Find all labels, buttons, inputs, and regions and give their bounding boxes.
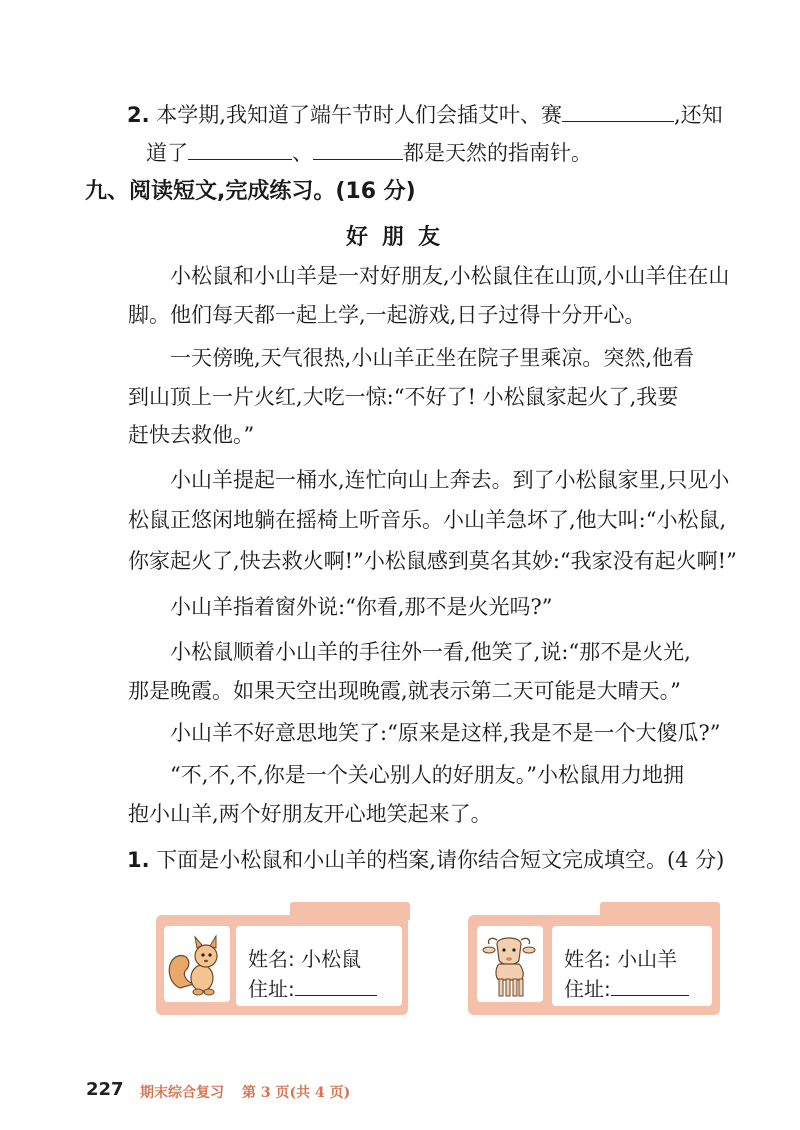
footer-review-label: 期末综合复习 <box>140 1085 224 1101</box>
passage-line: 一天傍晚,天气很热,小山羊正坐在院子里乘凉。突然,他看 <box>170 346 695 370</box>
passage-line: 抱小山羊,两个好朋友开心地笑起来了。 <box>128 802 492 826</box>
q2-blank-2[interactable] <box>188 139 292 160</box>
goat-image <box>477 926 543 1002</box>
goat-address-blank[interactable] <box>611 977 689 996</box>
q1-text: 下面是小松鼠和小山羊的档案,请你结合短文完成填空。(4 分) <box>156 848 725 872</box>
squirrel-address-blank[interactable] <box>295 977 377 996</box>
page-number: 227 <box>86 1079 124 1100</box>
passage-line: 到山顶上一片火红,大吃一惊:“不好了! 小松鼠家起火了,我要 <box>128 385 679 409</box>
passage-line: 小山羊提起一桶水,连忙向山上奔去。到了小松鼠家里,只见小 <box>170 468 730 492</box>
q2-text-2-end: 都是天然的指南针。 <box>403 141 592 165</box>
passage-line: 松鼠正悠闲地躺在摇椅上听音乐。小山羊急坏了,他大叫:“小松鼠, <box>128 508 727 532</box>
goat-icon <box>477 926 543 1002</box>
q1-number: 1. <box>127 848 150 872</box>
passage-title: 好朋友 <box>345 225 454 250</box>
footer-page-info: 第 3 页(共 4 页) <box>242 1085 351 1101</box>
q2-blank-1[interactable] <box>562 101 674 122</box>
squirrel-icon <box>164 926 230 1002</box>
q2-sep: 、 <box>292 141 313 165</box>
squirrel-address-label: 住址: <box>248 977 295 1001</box>
q2-blank-3[interactable] <box>313 139 403 160</box>
passage-line: 小松鼠和小山羊是一对好朋友,小松鼠住在山顶,小山羊住在山 <box>170 264 730 288</box>
squirrel-image <box>164 926 230 1002</box>
q2-text-1-end: ,还知 <box>673 103 723 127</box>
passage-line: “不,不,不,你是一个关心别人的好朋友。”小松鼠用力地拥 <box>170 763 684 787</box>
passage-line: 脚。他们每天都一起上学,一起游戏,日子过得十分开心。 <box>128 303 646 327</box>
footer-label <box>140 1082 368 1102</box>
passage-line: 小山羊指着窗外说:“你看,那不是火光吗?” <box>170 595 553 619</box>
q2-text-2-start: 道了 <box>146 141 188 165</box>
passage-line: 你家起火了,快去救火啊!”小松鼠感到莫名其妙:“我家没有起火啊!” <box>128 549 737 573</box>
passage-line: 赶快去救他。” <box>128 423 255 447</box>
q2-line-2 <box>146 138 592 168</box>
passage-line: 小松鼠顺着小山羊的手往外一看,他笑了,说:“那不是火光, <box>170 640 691 664</box>
q2-text-1: 本学期,我知道了端午节时人们会插艾叶、赛 <box>156 103 562 127</box>
q2-line-1 <box>127 100 723 130</box>
section-heading: 九、阅读短文,完成练习。(16 分) <box>85 179 416 204</box>
q2-number: 2. <box>127 103 150 127</box>
goat-address-label: 住址: <box>564 977 611 1001</box>
goat-name: 姓名: 小山羊 <box>564 947 678 971</box>
passage-line: 小山羊不好意思地笑了:“原来是这样,我是不是一个大傻瓜?” <box>170 721 721 745</box>
q1-line <box>127 845 724 875</box>
squirrel-name: 姓名: 小松鼠 <box>248 947 362 971</box>
squirrel-address <box>248 975 377 1003</box>
goat-address <box>564 975 689 1003</box>
passage-line: 那是晚霞。如果天空出现晚霞,就表示第二天可能是大晴天。” <box>128 679 681 703</box>
